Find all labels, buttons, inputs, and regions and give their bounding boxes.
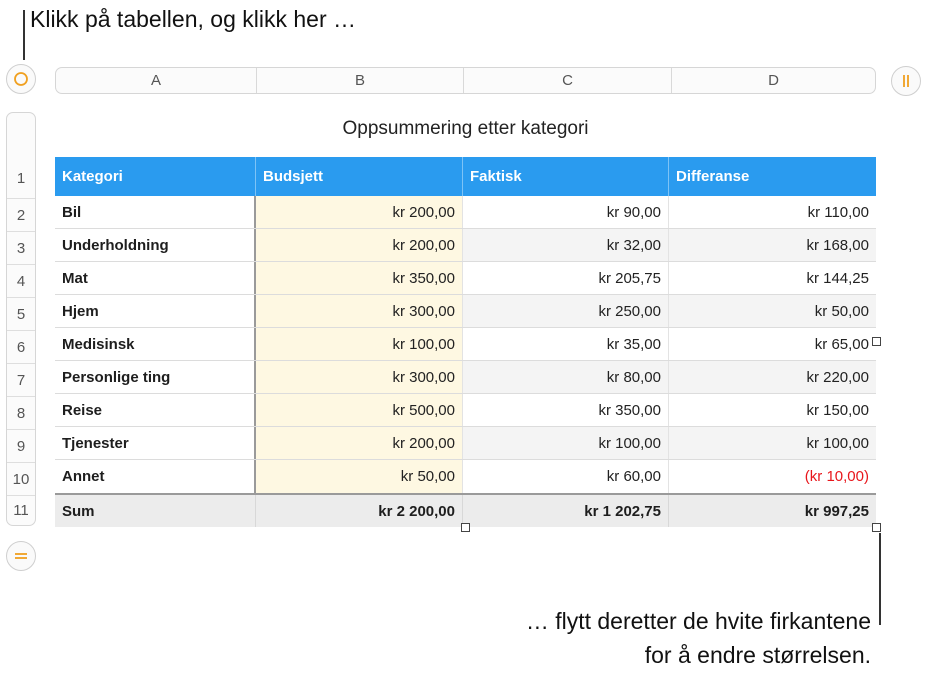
- table-cell[interactable]: kr 168,00: [669, 229, 876, 261]
- row-header-9[interactable]: 9: [7, 429, 35, 462]
- table-row: [55, 229, 876, 262]
- callout-bottom: [526, 604, 871, 672]
- table-cell[interactable]: kr 350,00: [463, 394, 669, 426]
- table-cell[interactable]: kr 32,00: [463, 229, 669, 261]
- table-row: [55, 196, 876, 229]
- table-row: [55, 361, 876, 394]
- table-cell[interactable]: kr 300,00: [256, 361, 463, 393]
- table-cell[interactable]: kr 50,00: [256, 460, 463, 493]
- table-cell[interactable]: kr 200,00: [256, 427, 463, 459]
- callout-top: Klikk på tabellen, og klikk her …: [30, 6, 356, 32]
- header-cell[interactable]: Faktisk: [463, 157, 669, 196]
- footer-row: [55, 493, 876, 527]
- table-cell[interactable]: kr 100,00: [463, 427, 669, 459]
- table-cell[interactable]: Mat: [55, 262, 256, 294]
- row-header-11[interactable]: 11: [7, 495, 35, 525]
- table-cell[interactable]: kr 35,00: [463, 328, 669, 360]
- table-cell[interactable]: Reise: [55, 394, 256, 426]
- row-header-bar: [6, 112, 36, 526]
- table-cell-negative[interactable]: (kr 10,00): [804, 468, 869, 485]
- table-cell[interactable]: kr 200,00: [256, 229, 463, 261]
- table-row: [55, 427, 876, 460]
- select-table-handle[interactable]: [6, 64, 36, 94]
- resize-handle-bottom[interactable]: [461, 523, 470, 532]
- add-row-handle[interactable]: [6, 541, 36, 571]
- table-row: [55, 262, 876, 295]
- row-header-4[interactable]: 4: [7, 264, 35, 297]
- column-header-a[interactable]: A: [56, 68, 257, 93]
- table-cell[interactable]: Underholdning: [55, 229, 256, 261]
- table-row: [55, 394, 876, 427]
- table-cell[interactable]: kr 80,00: [463, 361, 669, 393]
- row-header-7[interactable]: 7: [7, 363, 35, 396]
- callout-bottom-line1: … flytt deretter de hvite firkantene: [525, 608, 871, 634]
- row-header-8[interactable]: 8: [7, 396, 35, 429]
- callout-bottom-leader: [879, 533, 881, 625]
- table-row: [55, 295, 876, 328]
- header-cell[interactable]: Budsjett: [256, 157, 463, 196]
- table-cell[interactable]: kr 60,00: [463, 460, 669, 493]
- table-cell[interactable]: kr 65,00: [814, 335, 869, 353]
- footer-cell[interactable]: kr 1 202,75: [463, 495, 669, 527]
- row-header-5[interactable]: 5: [7, 297, 35, 330]
- row-header-6[interactable]: 6: [7, 330, 35, 363]
- equals-icon: [13, 549, 29, 563]
- table-cell[interactable]: kr 110,00: [807, 203, 869, 221]
- footer-cell[interactable]: Sum: [55, 495, 256, 527]
- row-header-3[interactable]: 3: [7, 231, 35, 264]
- table-cell[interactable]: kr 50,00: [669, 295, 876, 327]
- table-cell[interactable]: kr 100,00: [256, 328, 463, 360]
- table-cell[interactable]: Personlige ting: [55, 361, 256, 393]
- table-cell[interactable]: kr 220,00: [669, 361, 876, 393]
- footer-cell[interactable]: kr 2 200,00: [256, 495, 463, 527]
- column-header-c[interactable]: C: [464, 68, 672, 93]
- table-title[interactable]: Oppsummering etter kategori: [342, 118, 589, 139]
- table-cell[interactable]: kr 250,00: [463, 295, 669, 327]
- table-cell[interactable]: kr 200,00: [256, 196, 463, 228]
- callout-top-leader: [23, 10, 25, 60]
- table-cell[interactable]: Tjenester: [55, 427, 256, 459]
- table-cell[interactable]: kr 350,00: [256, 262, 463, 294]
- row-header-1[interactable]: 1: [16, 169, 26, 187]
- column-header-b[interactable]: B: [257, 68, 464, 93]
- add-column-handle[interactable]: [891, 66, 921, 96]
- circle-handle-icon: [13, 71, 29, 87]
- table-cell[interactable]: kr 90,00: [463, 196, 669, 228]
- table-cell[interactable]: kr 100,00: [669, 427, 876, 459]
- table-cell[interactable]: kr 300,00: [256, 295, 463, 327]
- row-header-2[interactable]: 2: [7, 198, 35, 231]
- resize-handle-corner[interactable]: [872, 523, 881, 532]
- resize-handle-right[interactable]: [872, 337, 881, 346]
- column-header-bar: [55, 67, 876, 94]
- footer-cell[interactable]: kr 997,25: [804, 502, 869, 520]
- table-row: [55, 328, 876, 361]
- row-header-10[interactable]: 10: [7, 462, 35, 495]
- double-bar-icon: [899, 73, 913, 89]
- table-cell[interactable]: Annet: [55, 460, 256, 493]
- table-cell[interactable]: Bil: [55, 196, 256, 228]
- table-cell[interactable]: kr 144,25: [806, 269, 869, 287]
- table-cell[interactable]: kr 150,00: [806, 401, 869, 419]
- table-cell[interactable]: kr 500,00: [256, 394, 463, 426]
- header-row: [55, 157, 876, 196]
- callout-bottom-line2: for å endre størrelsen.: [644, 642, 871, 668]
- table-cell[interactable]: kr 205,75: [463, 262, 669, 294]
- column-header-d[interactable]: D: [768, 72, 779, 89]
- table-row: [55, 460, 876, 493]
- header-cell[interactable]: Differanse: [669, 157, 876, 196]
- table-cell[interactable]: Hjem: [55, 295, 256, 327]
- header-cell[interactable]: Kategori: [55, 157, 256, 196]
- table-cell[interactable]: Medisinsk: [55, 328, 256, 360]
